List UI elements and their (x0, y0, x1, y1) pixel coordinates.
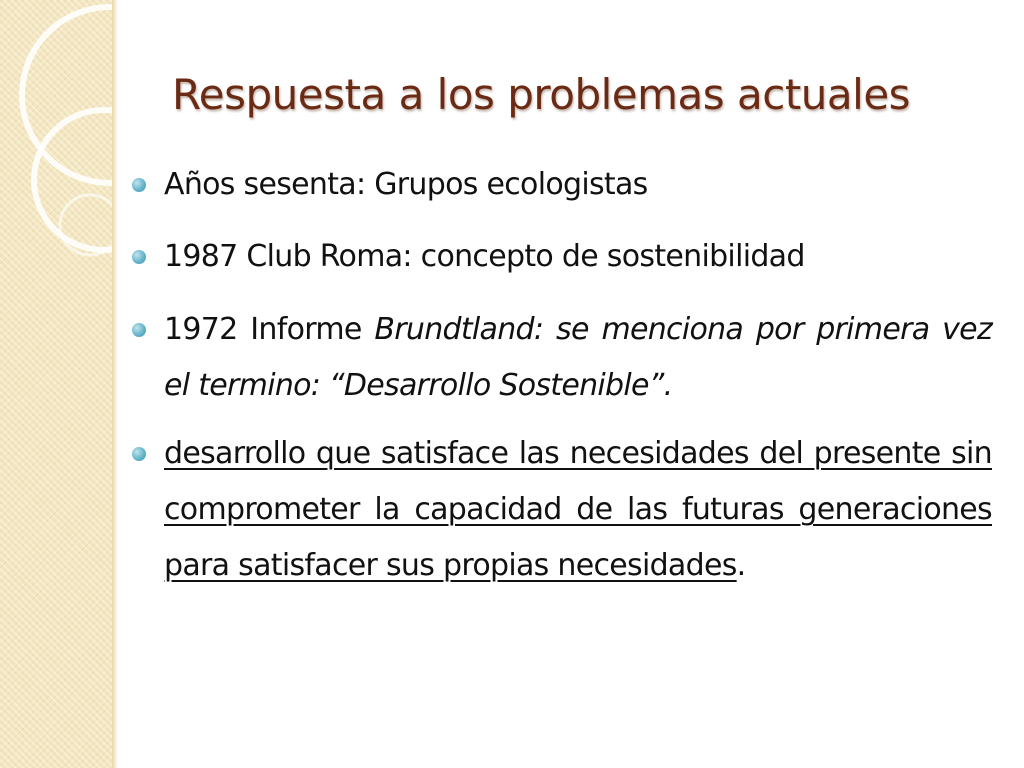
slide-title: Respuesta a los problemas actuales (172, 70, 911, 119)
decorative-sidebar (0, 0, 112, 768)
definition-text: desarrollo que satisface las necesidades del presente sin comprometer la capacidad de las futuras generaciones para satisfacer sus propias necesidades (164, 436, 992, 583)
bullet-item (132, 426, 992, 594)
definition-period: . (736, 548, 746, 583)
bullet-dot-icon (132, 323, 146, 337)
bullet-item (132, 302, 992, 414)
bullet-text-prefix: 1972 Informe (164, 312, 375, 347)
bullet-list (132, 162, 992, 594)
bullet-item (132, 234, 992, 280)
decorative-circles (0, 0, 112, 768)
bullet-dot-icon (132, 447, 146, 461)
sidebar-edge (112, 0, 118, 768)
bullet-dot-icon (132, 250, 146, 264)
bullet-text-italic: Brundtland: se menciona por primera vez el termino: “Desarrollo Sostenible”. (164, 312, 992, 403)
bullet-text: Años sesenta: Grupos ecologistas (164, 167, 648, 202)
bullet-item (132, 162, 992, 208)
bullet-text: 1987 Club Roma: concepto de sostenibilidad (164, 239, 805, 274)
bullet-dot-icon (132, 178, 146, 192)
